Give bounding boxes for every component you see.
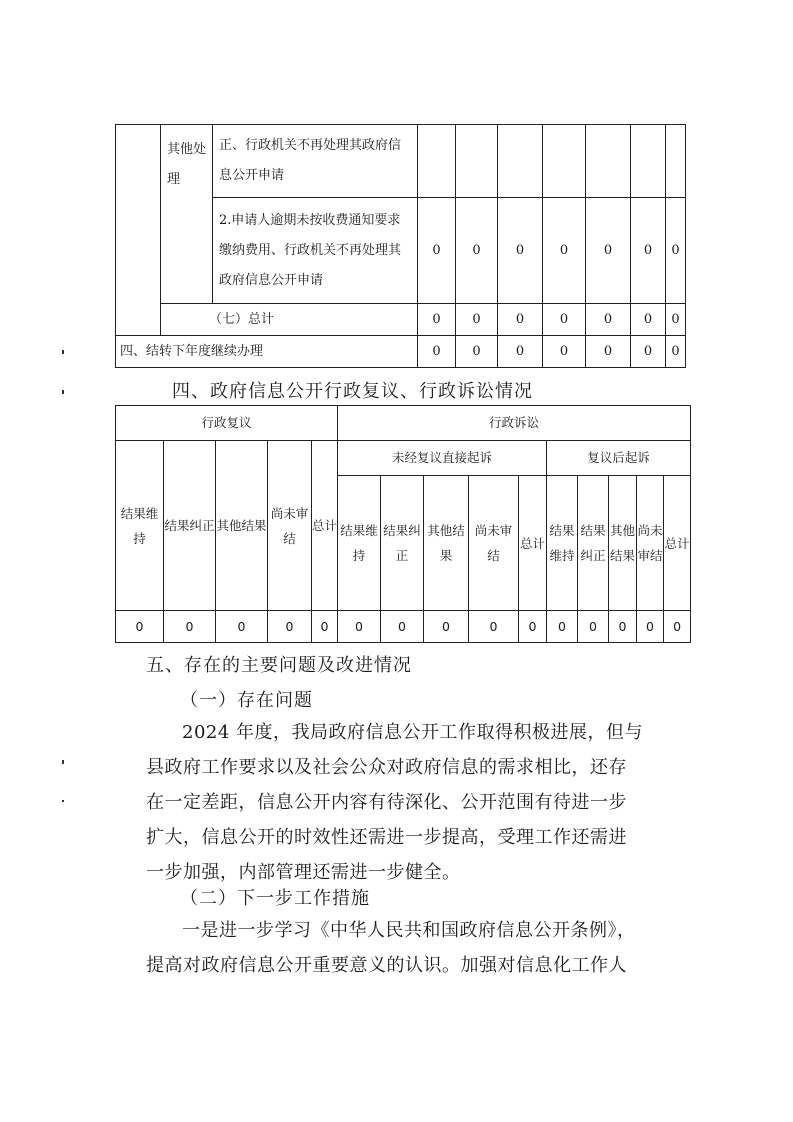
col-header: 结果维持	[547, 476, 578, 611]
table-cell: 0	[498, 336, 543, 368]
paragraph-line: 县政府工作要求以及社会公众对政府信息的需求相比，还存	[146, 757, 627, 778]
table-cell: 0	[543, 336, 586, 368]
col-header: 其他结果	[216, 441, 268, 611]
table-cell: 0	[498, 304, 543, 336]
table-cell: 0	[469, 611, 519, 643]
header-administrative-review: 行政复议	[116, 406, 338, 441]
table-cell: 0	[418, 336, 456, 368]
col-header: 结果纠正	[578, 476, 609, 611]
col-header: 其他结果	[609, 476, 637, 611]
col-header: 结果维持	[116, 441, 164, 611]
carry-over-label: 四、结转下年度继续办理	[116, 336, 418, 368]
table-cell: 0	[456, 304, 498, 336]
header-suit-after-review: 复议后起诉	[547, 441, 691, 476]
col-header: 尚未审结	[268, 441, 312, 611]
table-cell: 0	[424, 611, 469, 643]
row-b-label: 2.申请人逾期未按收费通知要求缴纳费用、行政机关不再处理其政府信息公开申请	[213, 198, 418, 304]
table-cell: 0	[456, 336, 498, 368]
table-cell: 0	[631, 198, 666, 304]
section5-title: 五、存在的主要问题及改进情况	[146, 655, 412, 676]
scan-speck	[62, 390, 64, 394]
problems-paragraph	[146, 715, 686, 890]
table-cell: 0	[586, 304, 631, 336]
review-litigation-table	[115, 405, 691, 643]
table-cell: 0	[666, 304, 686, 336]
table-cell: 0	[519, 611, 547, 643]
paragraph-line: 一步加强，内部管理还需进一步健全。	[146, 862, 461, 883]
table-cell: 0	[381, 611, 424, 643]
col-header: 总计	[312, 441, 338, 611]
section4-title: 四、政府信息公开行政复议、行政诉讼情况	[172, 381, 533, 402]
paragraph-line: 扩大，信息公开的时效性还需进一步提高，受理工作还需进	[146, 827, 627, 848]
header-direct-suit: 未经复议直接起诉	[338, 441, 547, 476]
table-cell: 0	[631, 304, 666, 336]
table-cell: 0	[637, 611, 664, 643]
row-a-label: 正、行政机关不再处理其政府信息公开申请	[213, 125, 418, 198]
blank-cell	[116, 125, 161, 336]
col-header: 其他结果	[424, 476, 469, 611]
scan-speck	[62, 800, 64, 802]
paragraph-line: 提高对政府信息公开重要意义的认识。加强对信息化工作人	[146, 955, 627, 976]
header-administrative-litigation: 行政诉讼	[338, 406, 691, 441]
paragraph-line: 2024 年度，我局政府信息公开工作取得积极进展，但与	[182, 722, 644, 743]
table-cell: 0	[312, 611, 338, 643]
next-steps-paragraph	[146, 913, 686, 983]
subheading-next-steps: （二）下一步工作措施	[180, 888, 370, 909]
table-cell: 0	[164, 611, 216, 643]
application-handling-table	[115, 124, 686, 368]
table-cell: 0	[338, 611, 381, 643]
col-header: 总计	[664, 476, 691, 611]
table-cell: 0	[666, 198, 686, 304]
table-cell: 0	[586, 198, 631, 304]
table-cell: 0	[216, 611, 268, 643]
col-header: 总计	[519, 476, 547, 611]
col-header: 结果纠正	[164, 441, 216, 611]
other-processing-label: 其他处理	[161, 125, 213, 304]
col-header: 尚未审结	[469, 476, 519, 611]
total-label: （七）总计	[161, 304, 418, 336]
table-cell: 0	[578, 611, 609, 643]
table-cell: 0	[586, 336, 631, 368]
paragraph-line: 一是进一步学习《中华人民共和国政府信息公开条例》，	[182, 920, 636, 941]
table-cell: 0	[547, 611, 578, 643]
subheading-existing-problems: （一）存在问题	[180, 690, 313, 711]
table-cell: 0	[609, 611, 637, 643]
col-header: 尚未审结	[637, 476, 664, 611]
table-cell: 0	[268, 611, 312, 643]
table-cell: 0	[116, 611, 164, 643]
table-cell: 0	[631, 336, 666, 368]
table-cell: 0	[666, 336, 686, 368]
table-cell: 0	[664, 611, 691, 643]
scan-speck	[62, 760, 64, 764]
table-cell: 0	[418, 198, 456, 304]
col-header: 结果纠正	[381, 476, 424, 611]
col-header: 结果维持	[338, 476, 381, 611]
table-cell: 0	[543, 198, 586, 304]
table-cell: 0	[456, 198, 498, 304]
table-cell: 0	[418, 304, 456, 336]
scan-speck	[62, 350, 64, 354]
table-cell: 0	[498, 198, 543, 304]
table-cell: 0	[543, 304, 586, 336]
paragraph-line: 在一定差距，信息公开内容有待深化、公开范围有待进一步	[146, 792, 627, 813]
